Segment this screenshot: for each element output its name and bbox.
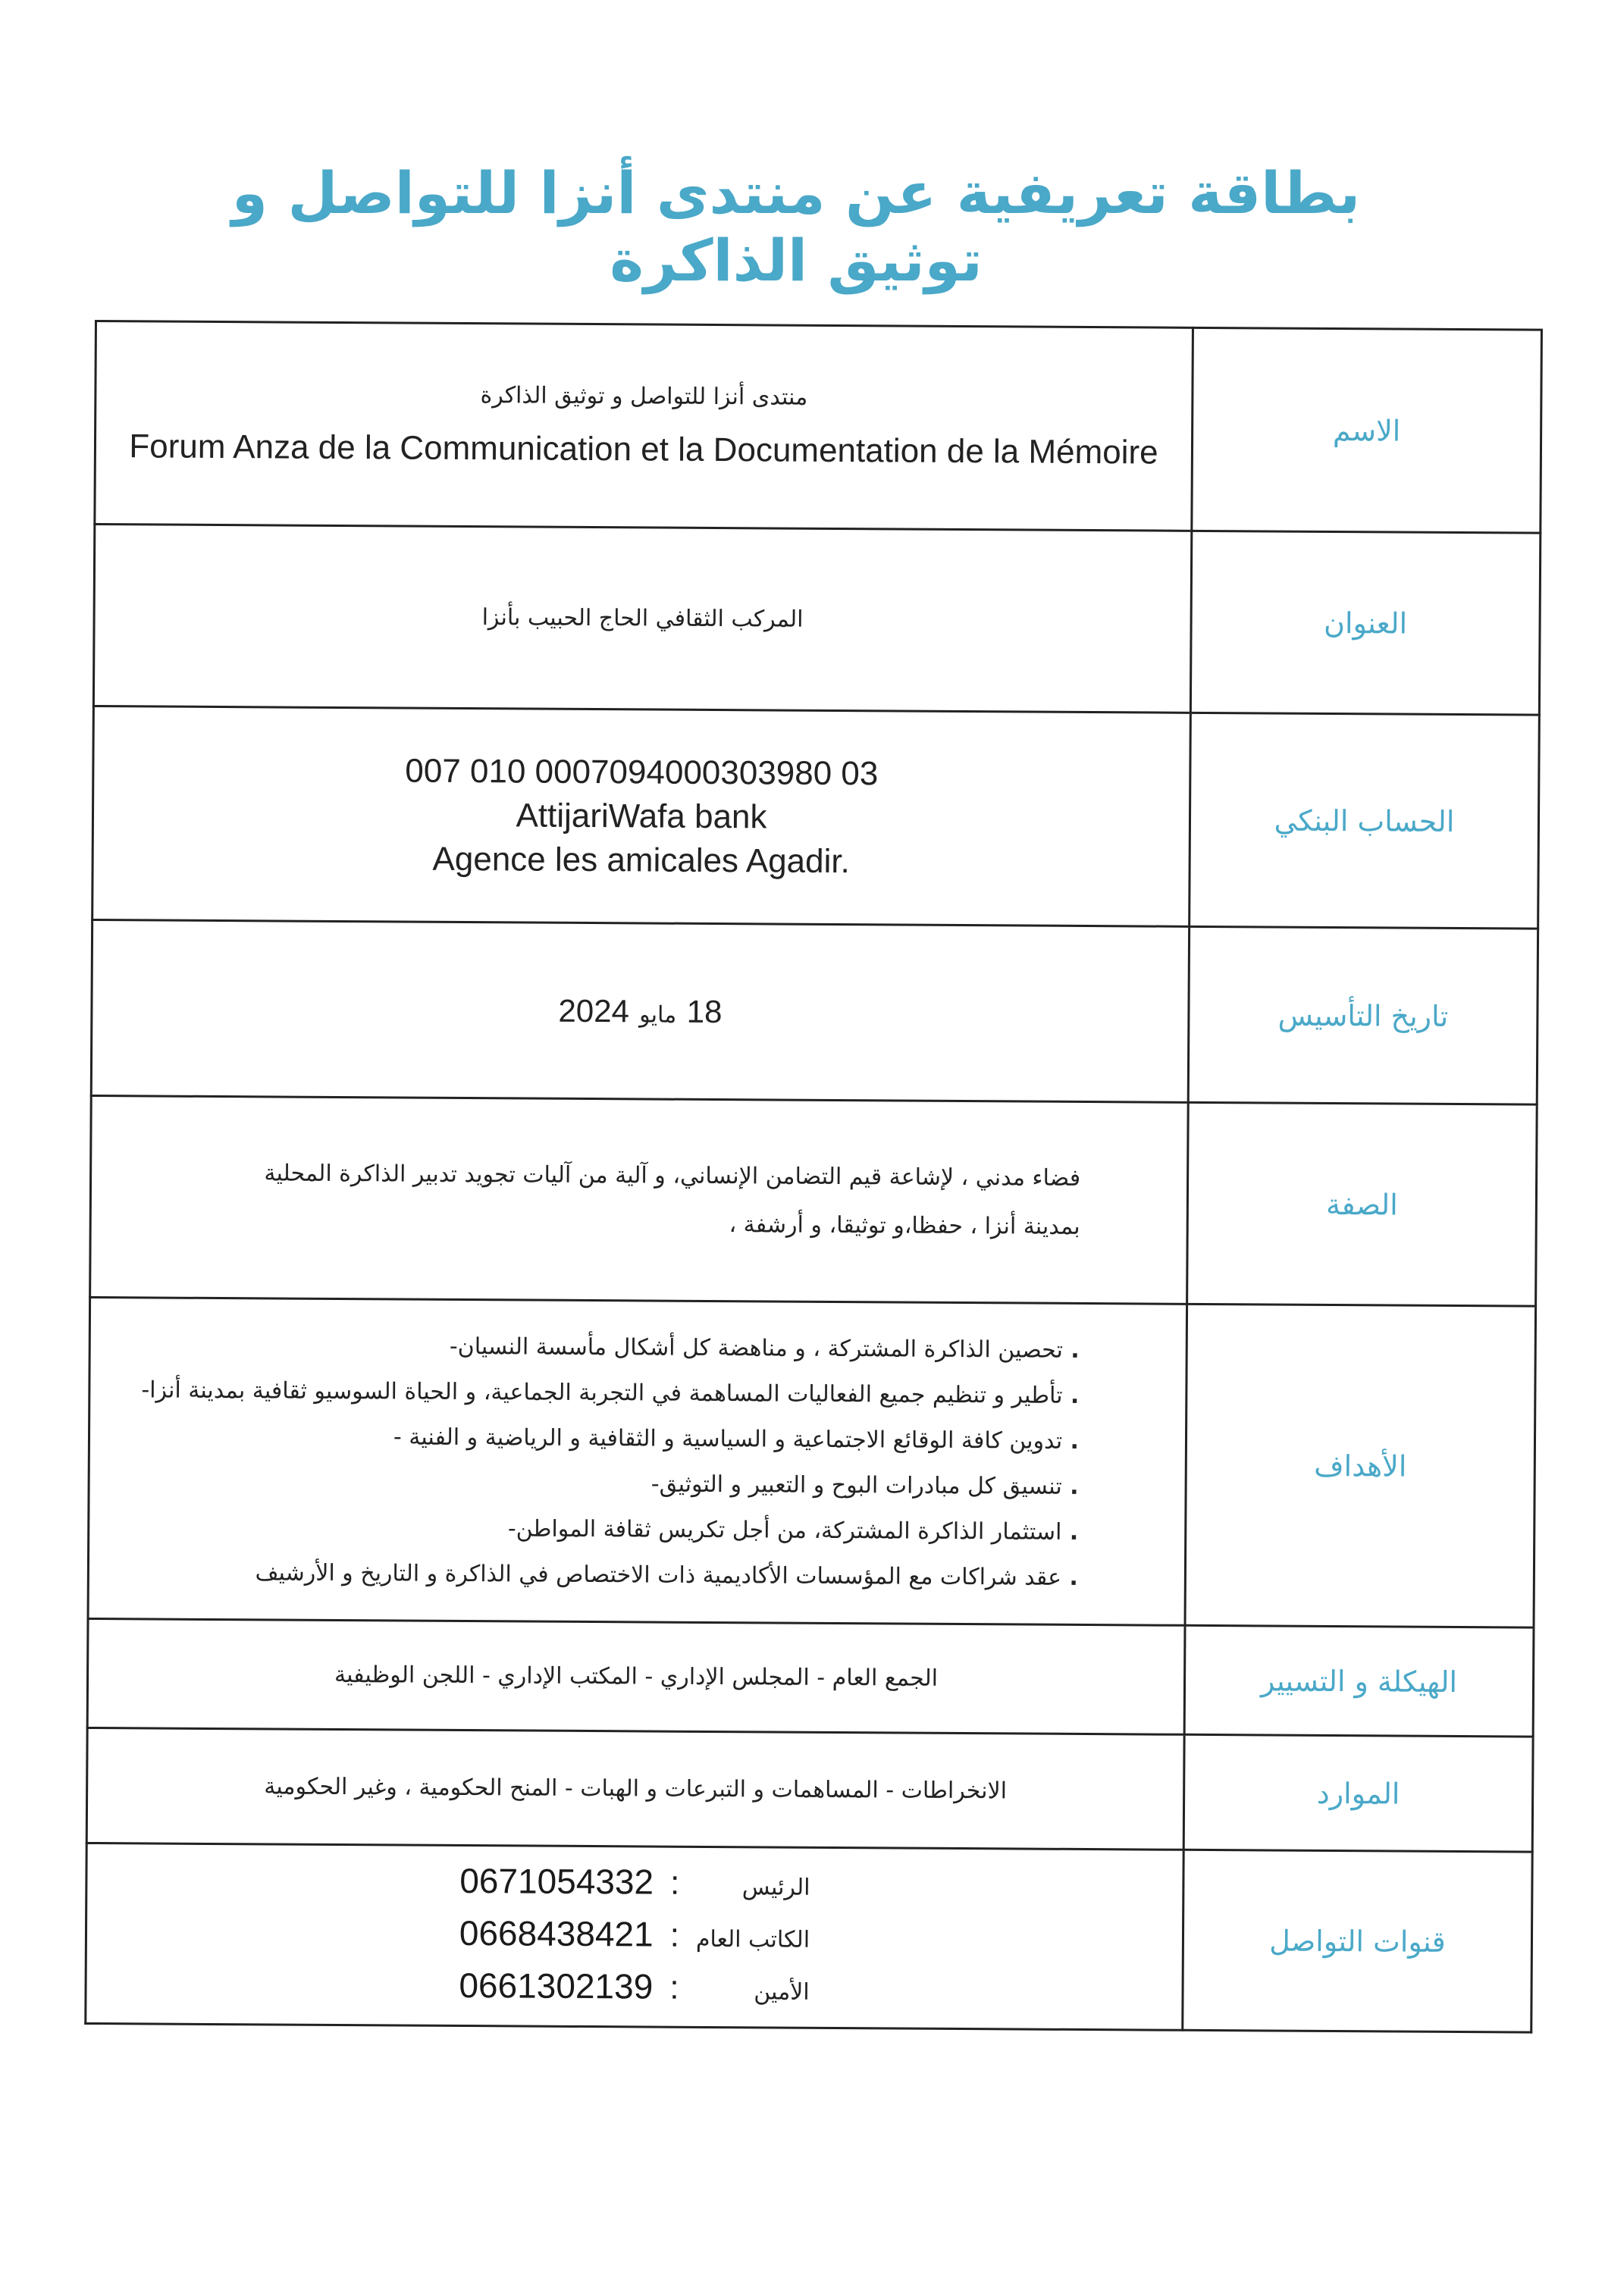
goal-item: . عقد شراكات مع المؤسسات الأكاديمية ذات الاختصاص في الذاكرة و التاريخ و الأرشيف [135, 1549, 1078, 1601]
bank-cell [92, 706, 1191, 926]
contact-role: الأمين [754, 1978, 810, 2006]
contact-separator: : [669, 1969, 679, 2006]
bank-agency: Agence les amicales Agadir. [432, 840, 850, 880]
description-cell [90, 1095, 1189, 1304]
row-name [95, 321, 1542, 534]
goal-item: . تأطير و تنظيم جميع الفعاليات المساهمة في التجربة الجماعية، و الحياة السوسيو ثقافية بمدينة أنزا- [136, 1367, 1079, 1419]
row-structure [87, 1618, 1534, 1737]
founded-cell [91, 919, 1189, 1102]
label-bank: الحساب البنكي [1190, 713, 1540, 929]
row-contacts [86, 1843, 1532, 2032]
row-bank [92, 706, 1540, 929]
name-cell [95, 321, 1193, 531]
label-description: الصفة [1187, 1102, 1538, 1306]
label-name: الاسم [1192, 327, 1542, 533]
contact-phone: 0668438421 [459, 1912, 654, 1954]
contact-separator: : [669, 1864, 680, 1902]
label-resources: الموارد [1183, 1734, 1533, 1852]
goal-item: . تحصين الذاكرة المشتركة ، و مناهضة كل أشكال مأسسة النسيان- [136, 1322, 1080, 1374]
contact-role: الرئيس [741, 1874, 810, 1901]
goal-item: . تدوين كافة الوقائع الاجتماعية و السياسية و الثقافية و الرياضية و الفنية - [136, 1413, 1079, 1464]
goals-list [112, 1322, 1163, 1601]
goal-item: . استثمار الذاكرة المشتركة، من أجل تكريس ثقافة المواطن- [135, 1504, 1078, 1555]
name-arabic: منتدى أنزا للتواصل و توثيق الذاكرة [480, 382, 808, 411]
row-goals [88, 1297, 1536, 1627]
goals-cell [88, 1297, 1187, 1625]
address-value: المركب الثقافي الحاج الحبيب بأنزا [481, 604, 804, 633]
address-cell [93, 525, 1191, 713]
contacts-cell [86, 1843, 1183, 2030]
row-address [93, 525, 1540, 716]
resources-value: الانخراطات - المساهمات و التبرعات و الهبات - المنح الحكومية ، وغير الحكومية [264, 1773, 1008, 1805]
row-description [90, 1095, 1538, 1306]
name-french: Forum Anza de la Communication et la Documentation de la Mémoire [129, 428, 1158, 471]
founding-month: مايو [639, 1001, 677, 1029]
label-address: العنوان [1190, 531, 1540, 715]
bank-account-number: 007 010 0007094000303980 03 [405, 752, 879, 792]
goal-item: . تنسيق كل مبادرات البوح و التعبير و التوثيق- [135, 1458, 1078, 1510]
contact-separator: : [669, 1916, 680, 1954]
resources-cell [86, 1727, 1184, 1850]
contact-phone: 0671054332 [459, 1860, 654, 1902]
label-founded: تاريخ التأسيس [1188, 926, 1538, 1104]
structure-cell [87, 1618, 1185, 1734]
description-text [114, 1148, 1165, 1251]
founding-year: 2024 [558, 992, 630, 1029]
contacts-list [459, 1857, 810, 2016]
document-title: بطاقة تعريفية عن منتدى أنزا للتواصل و توثيق الذاكرة [231, 159, 1361, 294]
founding-day: 18 [686, 993, 723, 1030]
info-card-table [84, 320, 1543, 2034]
bank-name: AttijariWafa bank [516, 796, 767, 835]
row-resources [86, 1727, 1533, 1852]
row-founded [91, 919, 1538, 1104]
label-contacts: قنوات التواصل [1183, 1850, 1532, 2032]
label-structure: الهيكلة و التسيير [1184, 1625, 1534, 1737]
description-line-1: فضاء مدني ، لإشاعة قيم التضامن الإنساني، و آلية من آليات تجويد تدبير الذاكرة المحلية [264, 1159, 1081, 1192]
label-goals: الأهداف [1185, 1304, 1536, 1627]
contact-role: الكاتب العام [695, 1925, 810, 1953]
description-line-2: بمدينة أنزا ، حفظا،و توثيقا، و أرشفة ، [729, 1211, 1080, 1240]
founding-date [115, 989, 1165, 1032]
structure-value: الجمع العام - المجلس الإداري - المكتب الإداري - اللجن الوظيفية [334, 1661, 939, 1692]
contact-phone: 0661302139 [459, 1965, 654, 2006]
